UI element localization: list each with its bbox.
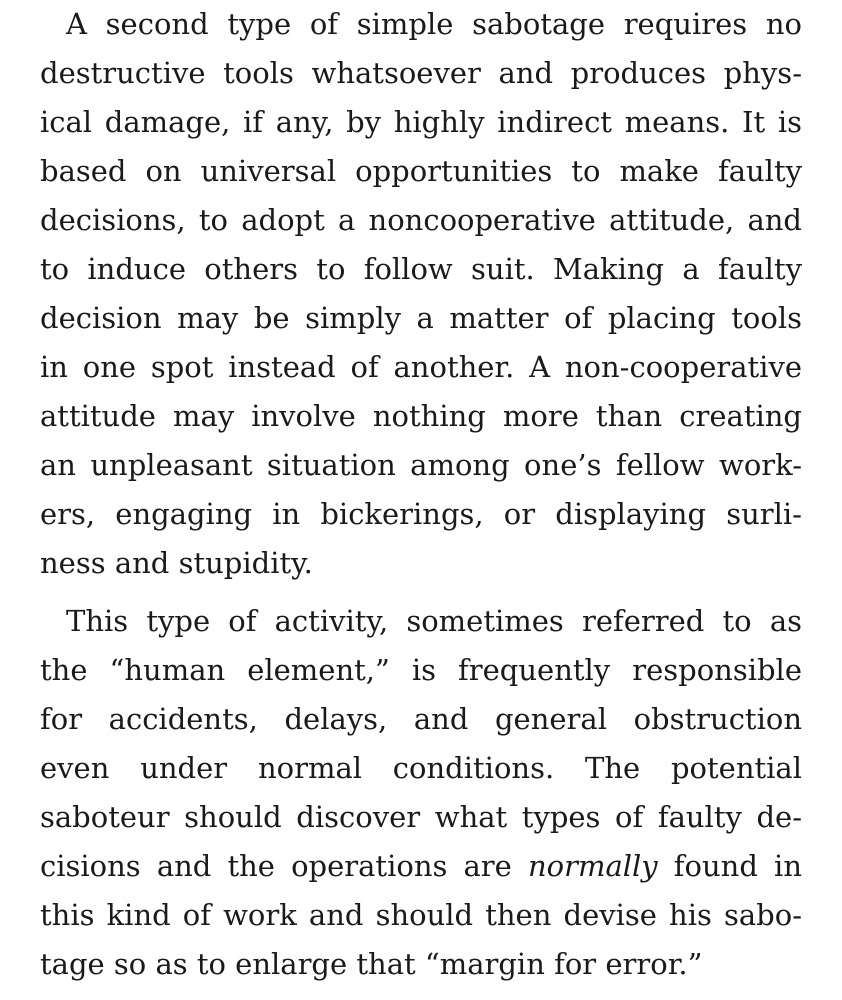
text-line: This type of activity, sometimes referred to as [66,604,802,638]
text-line: an unpleasant situation among one’s fellow work- [40,448,802,482]
text-segment: found in [657,849,802,883]
text-line: decisions, to adopt a noncooperative attitude, and [40,203,802,237]
paragraph-2 [40,597,802,989]
text-line: attitude may involve nothing more than creating [40,399,802,433]
text-line: in one spot instead of another. A non-cooperative [40,350,802,384]
emphasized-word: normally [527,849,658,883]
text-line: ness and stupidity. [40,546,313,580]
text-line: A second type of simple sabotage requires no [66,7,802,41]
text-line: based on universal opportunities to make faulty [40,154,802,188]
text-line: even under normal conditions. The potential [40,751,802,785]
paragraph-1 [40,0,802,588]
text-line: destructive tools whatsoever and produces phys- [40,56,802,90]
text-line: saboteur should discover what types of faulty de- [40,800,802,834]
text-line: ical damage, if any, by highly indirect means. It is [40,105,802,139]
document-page [40,0,802,989]
text-line: this kind of work and should then devise his sabo- [40,898,802,932]
text-segment: cisions and the operations are [40,849,528,883]
text-line: for accidents, delays, and general obstruction [40,702,802,736]
text-line: the “human element,” is frequently responsible [40,653,802,687]
text-line: ers, engaging in bickerings, or displaying surli- [40,497,802,531]
text-line: to induce others to follow suit. Making a faulty [40,252,802,286]
text-line-with-emphasis [40,842,802,891]
text-line: decision may be simply a matter of placing tools [40,301,802,335]
text-line: tage so as to enlarge that “margin for error.” [40,947,703,981]
